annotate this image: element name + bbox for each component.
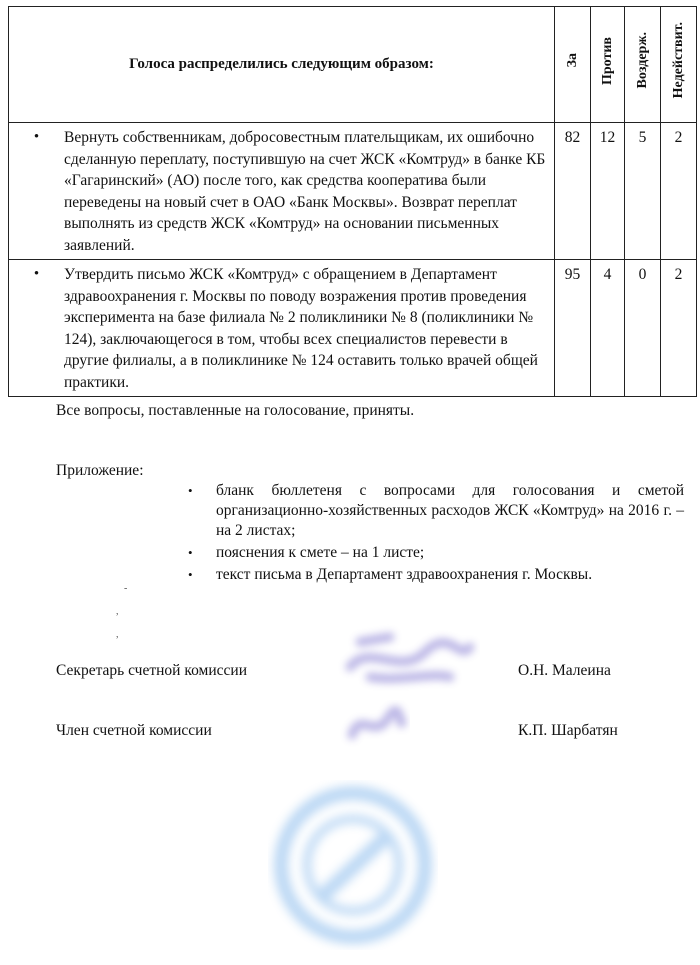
vote-count-vozderzh: 5 — [625, 123, 661, 260]
scan-speck: , — [116, 606, 119, 617]
vote-count-protiv: 4 — [591, 260, 625, 397]
list-item — [188, 481, 684, 541]
member-name: К.П. Шарбатян — [518, 722, 618, 739]
scan-speck: - — [124, 583, 128, 594]
vote-count-za: 95 — [555, 260, 591, 397]
table-row — [9, 260, 697, 397]
member-signature — [340, 700, 410, 750]
vote-count-nedeistvit: 2 — [661, 123, 697, 260]
secretary-signature — [330, 622, 480, 692]
member-role: Член счетной комиссии — [56, 722, 212, 739]
table-row — [9, 123, 697, 260]
secretary-role: Секретарь счетной комиссии — [56, 662, 247, 679]
appendix-item-text: текст письма в Департамент здравоохранения г. Москвы. — [216, 566, 593, 583]
table-header-row — [9, 7, 697, 123]
voting-results-table — [8, 6, 697, 397]
agenda-item-text: Утвердить письмо ЖСК «Комтруд» с обращением в Департамент здравоохранения г. Москвы по поводу возражения против проведения эксперимента на базе филиала № 2 поликлиники № 8 (поликлиники № 124), заключающегося в том, чтобы всех специалистов перевести в другие филиалы, а в поликлинике № 124 оставить только врачей общей практики. — [64, 266, 538, 391]
bullet-icon: • — [33, 129, 40, 145]
round-stamp — [268, 780, 438, 950]
column-header-protiv: Против — [591, 7, 625, 123]
column-header-vozderzh: Воздерж. — [625, 7, 661, 123]
list-item — [188, 565, 684, 585]
accepted-statement: Все вопросы, поставленные на голосование, приняты. — [56, 402, 415, 419]
list-item — [188, 543, 684, 563]
vote-count-protiv: 12 — [591, 123, 625, 260]
agenda-item-text: Вернуть собственникам, добросовестным плательщикам, их ошибочно сделанную переплату, поступившую на счет ЖСК «Комтруд» в банке КБ «Гагаринский» (АО) после того, как средства кооператива были переведены на новый счет в ОАО «Банк Москвы». Возврат переплат выполнять из средств ЖСК «Комтруд» на основании письменных заявлений. — [64, 129, 546, 254]
appendix-label: Приложение: — [56, 462, 144, 479]
appendix-item-text: пояснения к смете – на 1 листе; — [216, 544, 425, 561]
bullet-icon: • — [33, 266, 40, 282]
secretary-name: О.Н. Малеина — [518, 662, 611, 679]
column-header-nedeistvit: Недействит. — [661, 7, 697, 123]
appendix-item-text: бланк бюллетеня с вопросами для голосования и сметой организационно-хозяйственных расходов ЖСК «Комтруд» на 2016 г. – на 2 листах; — [216, 482, 684, 539]
vote-count-vozderzh: 0 — [625, 260, 661, 397]
vote-count-nedeistvit: 2 — [661, 260, 697, 397]
appendix-list — [188, 481, 684, 587]
bullet-icon: • — [188, 567, 193, 582]
vote-count-za: 82 — [555, 123, 591, 260]
agenda-item — [9, 123, 555, 260]
scan-speck: , — [116, 629, 119, 640]
column-header-za: За — [555, 7, 591, 123]
agenda-item — [9, 260, 555, 397]
bullet-icon: • — [188, 545, 193, 560]
bullet-icon: • — [188, 483, 193, 498]
table-header-label: Голоса распределились следующим образом: — [9, 7, 555, 123]
